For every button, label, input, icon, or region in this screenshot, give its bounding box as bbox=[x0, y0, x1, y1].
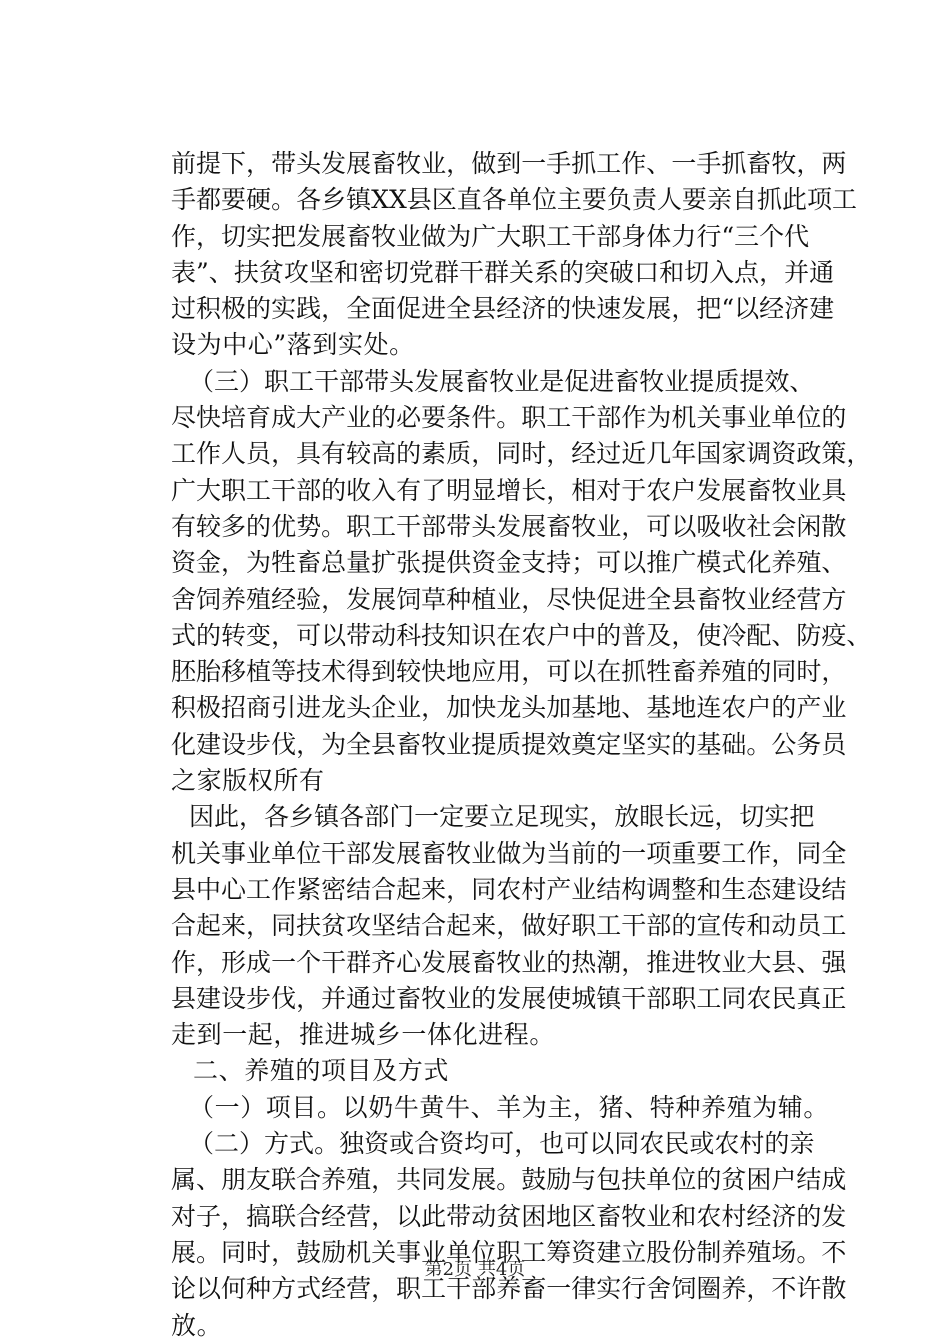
text-line: 手 都 要 硬 。 各 乡 镇 X X 县 区 直 各 单 位 主 要 负 责 人 要 亲 自 抓 此 项 工 bbox=[171, 185, 858, 215]
text-line: 机 关 事 业 单 位 干 部 发 展 畜 牧 业 做 为 当 前 的 一 项 重 要 工 作 ， 同 全 bbox=[171, 838, 847, 868]
text-line: 走到一起，推进城乡一体化进程。 bbox=[171, 1020, 556, 1050]
text-line: 有 较 多 的 优 势 。 职 工 干 部 带 头 发 展 畜 牧 业 ， 可 以 吸 收 社 会 闲 散 bbox=[171, 511, 847, 541]
text-line: 之家版权所有 bbox=[171, 766, 325, 796]
text-line: 资 金 ， 为 牲 畜 总 量 扩 张 提 供 资 金 支 持 ； 可 以 推 广 模 式 化 养 殖 、 bbox=[171, 548, 847, 578]
text-line: 工 作 人 员 ， 具 有 较 高 的 素 质 ， 同 时 ， 经 过 近 几 年 国 家 调 资 政 策 ， bbox=[171, 439, 872, 469]
text-line: 积 极 招 商 引 进 龙 头 企 业 ， 加 快 龙 头 加 基 地 、 基 地 连 农 户 的 产 业 bbox=[171, 693, 847, 723]
text-line: （一）项目。以奶牛黄牛、羊为主，猪、特种养殖为辅。 bbox=[189, 1092, 830, 1122]
text-line: 广 大 职 工 干 部 的 收 入 有 了 明 显 增 长 ， 相 对 于 农 户 发 展 畜 牧 业 具 bbox=[171, 475, 847, 505]
text-line: 属 、 朋 友 联 合 养 殖 ， 共 同 发 展 。 鼓 励 与 包 扶 单 位 的 贫 困 户 结 成 bbox=[171, 1165, 847, 1195]
text-line: 合 起 来 ， 同 扶 贫 攻 坚 结 合 起 来 ， 做 好 职 工 干 部 的 宣 传 和 动 员 工 bbox=[171, 911, 847, 941]
text-line: 胚 胎 移 植 等 技 术 得 到 较 快 地 应 用 ， 可 以 在 抓 牲 畜 养 殖 的 同 时 ， bbox=[171, 657, 847, 687]
text-line: 放。 bbox=[171, 1310, 223, 1340]
text-line: （ 三 ） 职 工 干 部 带 头 发 展 畜 牧 业 是 促 进 畜 牧 业 提 质 提 效 、 bbox=[189, 366, 815, 396]
text-line: 表 ” 、 扶 贫 攻 坚 和 密 切 党 群 干 群 关 系 的 突 破 口 和 切 入 点 ， 并 通 bbox=[171, 257, 835, 287]
text-line: 展 。 同 时 ， 鼓 励 机 关 事 业 单 位 职 工 筹 资 建 立 股 份 制 养 殖 场 。 不 bbox=[171, 1237, 847, 1267]
text-line: 县 中 心 工 作 紧 密 结 合 起 来 ， 同 农 村 产 业 结 构 调 整 和 生 态 建 设 结 bbox=[171, 874, 847, 904]
text-line: 舍 饲 养 殖 经 验 ， 发 展 饲 草 种 植 业 ， 尽 快 促 进 全 县 畜 牧 业 经 营 方 bbox=[171, 584, 847, 614]
text-line: 化 建 设 步 伐 ， 为 全 县 畜 牧 业 提 质 提 效 奠 定 坚 实 的 基 础 。 公 务 员 bbox=[171, 729, 847, 759]
text-line: 前 提 下 ， 带 头 发 展 畜 牧 业 ， 做 到 一 手 抓 工 作 、 一 手 抓 畜 牧 ， 两 bbox=[171, 149, 847, 178]
text-line: 县 建 设 步 伐 ， 并 通 过 畜 牧 业 的 发 展 使 城 镇 干 部 职 工 同 农 民 真 正 bbox=[171, 983, 847, 1013]
text-line: 论 以 何 种 方 式 经 营 ， 职 工 干 部 养 畜 一 律 实 行 舍 饲 圈 养 ， 不 许 散 bbox=[171, 1274, 847, 1304]
text-line: 过 积 极 的 实 践 ， 全 面 促 进 全 县 经 济 的 快 速 发 展 ， 把 “ 以 经 济 建 bbox=[171, 294, 835, 324]
text-line: 因 此 ， 各 乡 镇 各 部 门 一 定 要 立 足 现 实 ， 放 眼 长 远 ， 切 实 把 bbox=[189, 802, 815, 832]
text-line: （ 二 ） 方 式 。 独 资 或 合 资 均 可 ， 也 可 以 同 农 民 或 农 村 的 亲 bbox=[189, 1129, 815, 1159]
text-line: 作 ， 切 实 把 发 展 畜 牧 业 做 为 广 大 职 工 干 部 身 体 力 行 “ 三 个 代 bbox=[171, 221, 810, 251]
text-line: 对 子 ， 搞 联 合 经 营 ， 以 此 带 动 贫 困 地 区 畜 牧 业 和 农 村 经 济 的 发 bbox=[171, 1201, 847, 1231]
document-body bbox=[171, 146, 872, 1344]
page-number-footer: 第2页 共4页 bbox=[424, 1259, 526, 1280]
text-line: 设为中心”落到实处。 bbox=[171, 330, 415, 360]
section-heading: 二、养殖的项目及方式 bbox=[193, 1056, 450, 1086]
text-line: 式 的 转 变 ， 可 以 带 动 科 技 知 识 在 农 户 中 的 普 及 ， 使 冷 配 、 防 疫 、 bbox=[171, 620, 872, 650]
text-line: 作 ， 形 成 一 个 干 群 齐 心 发 展 畜 牧 业 的 热 潮 ， 推 进 牧 业 大 县 、 强 bbox=[171, 947, 847, 977]
text-line: 尽 快 培 育 成 大 产 业 的 必 要 条 件 。 职 工 干 部 作 为 机 关 事 业 单 位 的 bbox=[171, 403, 847, 433]
